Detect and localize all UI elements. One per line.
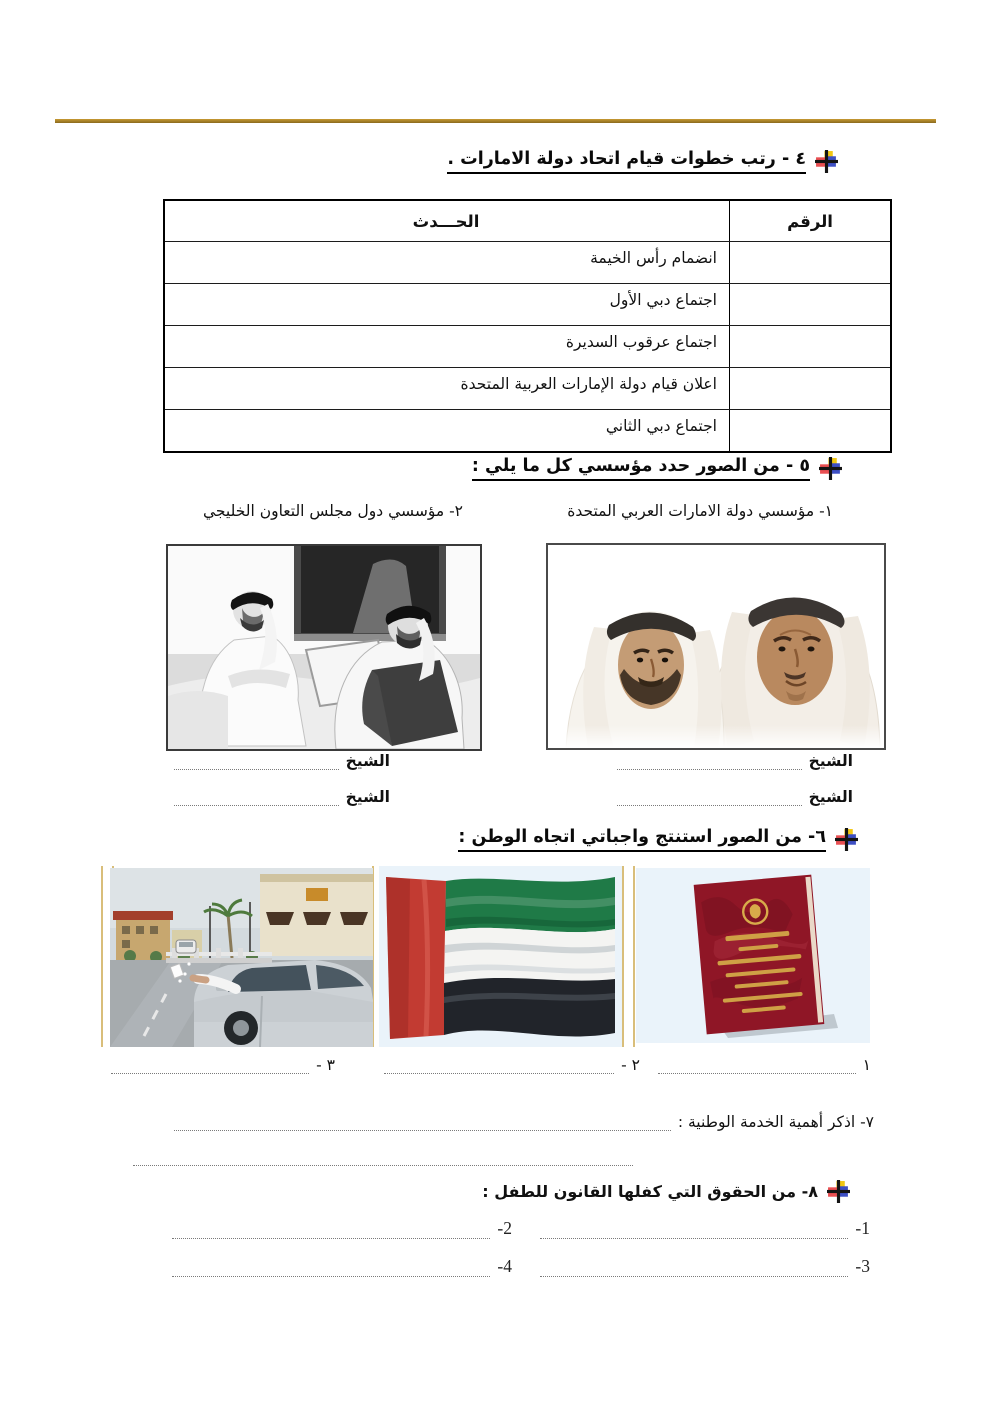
uae-sheikh-answer-1 <box>617 752 853 770</box>
q5-item-gcc-label: ٢- مؤسسي دول مجلس التعاون الخليجي <box>203 502 463 520</box>
event-cell: اجتماع دبي الثاني <box>605 417 717 435</box>
blank-number-label: -1 <box>855 1218 870 1238</box>
answer-blank[interactable] <box>540 1261 848 1277</box>
blank-number-label: ٣ - <box>316 1056 335 1074</box>
rank-answer-cell[interactable] <box>729 242 890 283</box>
sheikh-label: الشيخ <box>345 788 390 806</box>
rank-answer-cell[interactable] <box>729 368 890 409</box>
question-5-title: ٥ - من الصور حدد مؤسسي كل ما يلي : <box>472 456 810 481</box>
blank-number-label: -4 <box>497 1256 512 1276</box>
rank-answer-cell[interactable] <box>729 410 890 451</box>
column-header-number: الرقم <box>729 201 890 241</box>
events-table <box>163 199 892 453</box>
event-cell: اعلان قيام دولة الإمارات العربية المتحدة <box>460 375 717 393</box>
table-header-row <box>165 201 890 241</box>
question-8-title: ٨- من الحقوق التي كفلها القانون للطفل : <box>482 1182 818 1201</box>
event-cell: انضمام رأس الخيمة <box>590 249 717 267</box>
colored-plus-bullet-icon <box>827 1180 850 1203</box>
answer-blank[interactable] <box>174 790 339 806</box>
rank-answer-cell[interactable] <box>729 284 890 325</box>
q6-answer-1 <box>658 1056 871 1074</box>
blank-number-label: ١ <box>862 1056 871 1074</box>
answer-blank[interactable] <box>111 1058 309 1074</box>
colored-plus-bullet-icon <box>819 457 842 480</box>
question-7-text: ٧- اذكر أهمية الخدمة الوطنية : <box>677 1113 874 1131</box>
header-rule <box>55 119 936 123</box>
gold-divider <box>622 866 635 1047</box>
uae-sheikh-answer-2 <box>617 788 853 806</box>
question-4-title: ٤ - رتب خطوات قيام اتحاد دولة الامارات . <box>447 149 806 174</box>
question-6-title: ٦- من الصور استنتج واجباتي اتجاه الوطن : <box>458 827 826 852</box>
gcc-sheikh-answer-1 <box>174 752 390 770</box>
littering-photo <box>110 868 373 1047</box>
colored-plus-bullet-icon <box>815 150 838 173</box>
rank-answer-cell[interactable] <box>729 326 890 367</box>
q8-answer-1 <box>540 1218 870 1239</box>
sheikh-label: الشيخ <box>808 788 853 806</box>
sheikh-label: الشيخ <box>808 752 853 770</box>
question-6-heading <box>458 827 858 852</box>
table-row <box>165 325 890 367</box>
answer-blank[interactable] <box>617 754 802 770</box>
sheikh-label: الشيخ <box>345 752 390 770</box>
uae-founders-photo <box>546 543 886 750</box>
question-4-heading <box>447 149 838 174</box>
blank-number-label: ٢ - <box>621 1056 640 1074</box>
answer-blank[interactable] <box>540 1223 848 1239</box>
table-row <box>165 241 890 283</box>
blank-number-label: -3 <box>855 1256 870 1276</box>
uae-flag-photo <box>379 866 622 1047</box>
q8-answer-4 <box>172 1256 512 1277</box>
answer-blank[interactable] <box>133 1150 633 1166</box>
q6-answer-3 <box>111 1056 335 1074</box>
gcc-founders-photo <box>166 544 482 751</box>
colored-plus-bullet-icon <box>835 828 858 851</box>
table-row <box>165 367 890 409</box>
event-cell: اجتماع عرقوب السديرة <box>565 333 717 351</box>
table-row <box>165 409 890 451</box>
question-7 <box>174 1113 874 1131</box>
q6-answer-2 <box>384 1056 640 1074</box>
answer-blank[interactable] <box>172 1261 490 1277</box>
constitution-book-photo <box>636 868 870 1043</box>
column-header-event: الحـــدث <box>412 211 480 231</box>
answer-blank[interactable] <box>384 1058 614 1074</box>
question-5-heading <box>472 456 842 481</box>
answer-blank[interactable] <box>172 1223 490 1239</box>
q5-item-uae-label: ١- مؤسسي دولة الامارات العربي المتحدة <box>567 502 833 520</box>
question-8-heading <box>482 1180 850 1203</box>
blank-number-label: -2 <box>497 1218 512 1238</box>
answer-blank[interactable] <box>174 1115 671 1131</box>
answer-blank[interactable] <box>174 754 339 770</box>
event-cell: اجتماع دبي الأول <box>609 291 717 309</box>
table-row <box>165 283 890 325</box>
gcc-sheikh-answer-2 <box>174 788 390 806</box>
q8-answer-2 <box>172 1218 512 1239</box>
q8-answer-3 <box>540 1256 870 1277</box>
answer-blank[interactable] <box>617 790 802 806</box>
answer-blank[interactable] <box>658 1058 856 1074</box>
